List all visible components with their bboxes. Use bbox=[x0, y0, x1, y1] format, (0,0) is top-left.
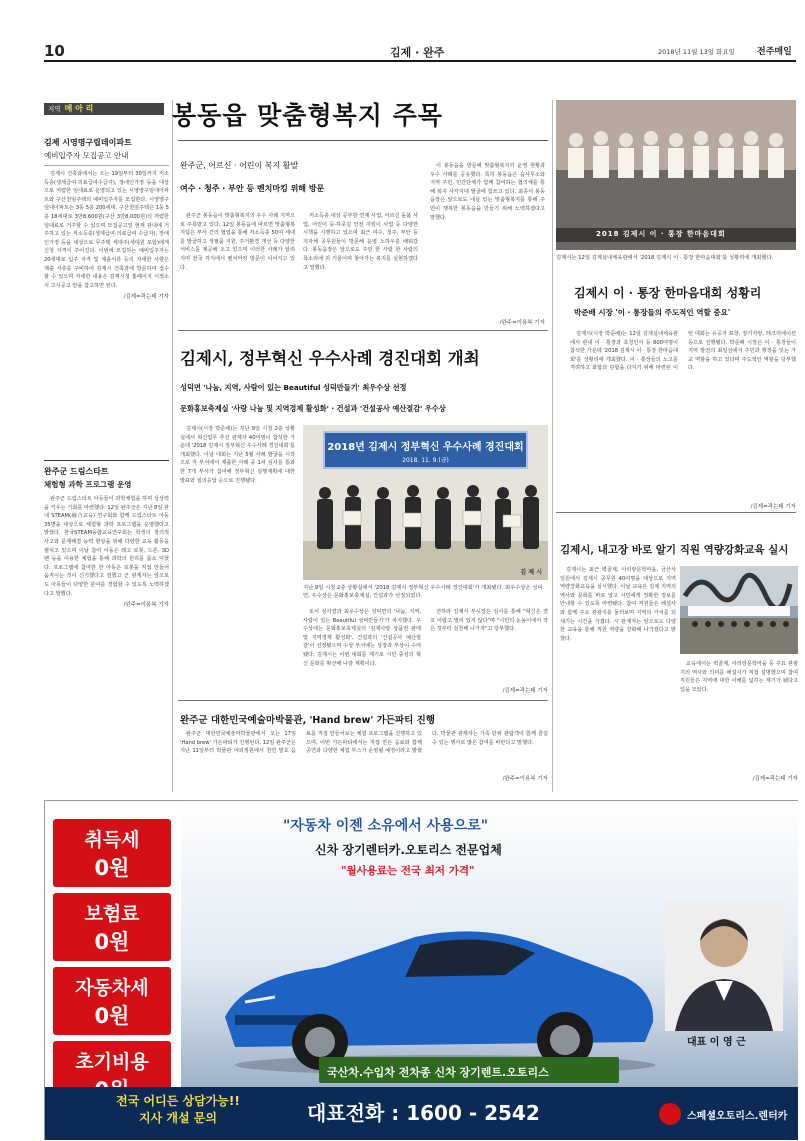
photo-banner-text: 2018 김제시 이 · 통장 한마음대회 bbox=[596, 230, 726, 238]
photo-banner-text: 2018년 김제시 정부혁신 우수사례 경진대회 bbox=[327, 442, 524, 453]
badge-label: 자동차세 bbox=[75, 977, 149, 999]
article-education-col2: 교육에서는 벽골제, 아리랑문학마을 등 주요 관광지의 역사와 의미를 해설사가 직접 설명했으며 참여 직원들은 지역에 대한 이해를 넓히는 계기가 됐다고 입을 모았다. bbox=[680, 661, 798, 693]
subhead-bongdong-1: 완주군, 어르신 · 어린이 복지 활발 bbox=[180, 161, 299, 170]
photo-tongjang-event bbox=[556, 100, 796, 250]
article-apartment bbox=[44, 136, 169, 300]
paragraph: 완주군 봉동읍이 맞춤형복지의 우수 사례 지역으로 주목받고 있다. 12일 봉동읍에 따르면 맞춤형복지팀은 부서 간의 협업을 통해 저소득층 50여 세대를 발굴하고 생필품 지원, 주거환경 개선 등 다양한 서비스를 제공해 오고 있으며 이러한 사례가 알려지며 전국 각지에서 벤치마킹 방문이 이어지고 있다. bbox=[180, 213, 295, 271]
photo-banner bbox=[323, 431, 528, 469]
paragraph: 김제시는 최근 벽골제, 아리랑문학마을, 금산사 일원에서 김제시 공무원 40여명을 대상으로 지역 역량강화교육을 실시했다. 이날 교육은 김제 지역의 역사와 문화를 바로 알고 시민에게 정확한 정보를 안내할 수 있도록 마련됐다. 참여 직원들은 해설사와 함께 주요 관광지를 둘러보며 지역의 가치를 되새기는 시간을 가졌다. 시 관계자는 앞으로도 다양한 교육을 통해 직원 역량을 강화해 나가겠다고 밝혔다. bbox=[560, 567, 676, 642]
paragraph: 김제시(시장 박준배)는 지난 9일 시청 2층 상황실에서 혁신업무 추진 관계자 40여명이 참석한 가운데 '2018 김제시 정부혁신 우수사례 경진대회'를 개최했다. 이날 대회는 지난 5월 사례 발굴을 시작으로 각 부서에서 제출한 사례 중 1차 심사를 통과한 7개 부서가 참여해 정부혁신 실행계획에 대한 발표와 질의응답 순으로 진행됐다. bbox=[180, 426, 295, 484]
article-bongdong-col2 bbox=[303, 212, 418, 272]
ad-slogan: "자동차 이젠 소유에서 사용으로" bbox=[283, 818, 489, 834]
header-rule bbox=[44, 60, 796, 62]
badge-label: 취득세 bbox=[84, 829, 140, 851]
ad-phone[interactable]: 대표전화 : 1600 - 2542 bbox=[307, 1101, 540, 1125]
ad-branch-inquiry bbox=[53, 1093, 303, 1127]
article-education-col1 bbox=[560, 566, 676, 776]
subhead-innovation-2: 문화홍보축제실 '사랑 나눔 및 지역경제 활성화' · 건설과 '건설공사 예산절감' 우수상 bbox=[180, 404, 446, 413]
ceo-photo bbox=[665, 901, 783, 1031]
article-bongdong-col1 bbox=[180, 212, 295, 272]
article-innovation-col3: 전하라 김제시 부시장은 심사를 통해 "혁신은 결코 어렵고 멀리 있지 않다"며 "시민의 눈높이에서 작은 것부터 실천해 나가자"고 당부했다. bbox=[430, 609, 548, 633]
byline: /김제=곽는태 기자 bbox=[502, 688, 548, 694]
paragraph: 김제시 건축과에서는 오는 19일부터 30일까지 저소득층(생계급여·의료급여수급자), 장애인가정 등을 대상으로 저렴한 임대료로 운영되고 있는 시영영구임대아파트와 구산천임주택의 예비입주자를 모집한다. 시영영구임대아파트는 3동 5층 200세대, 구산천임주택은 1동 5층 18세대로 3만8,600원(구산 3만8,000원)의 저렴한 임대료로 거주할 수 있으며 모집공고일 현재 관내에 거주하고 있는 저소득층(생계급여·의료급여 수급자), 장애인가정 등을 대상으로 무주택 세대주(세대원 포함)에게 신청 자격이 주어진다. 이번에 모집하는 예비입주자는 20세대로 입주 자격 및 제출서류 등의 자세한 사항은 제출 서류를 구비하여 김제시 건축과에 방문하여 접수할 수 있으며 자세한 내용은 김제시청 홈페이지 시정소식 고시공고 란을 참고하면 된다. bbox=[44, 171, 169, 289]
byline: /김제=곽는태 기자 bbox=[750, 504, 796, 510]
article-tongjang-body bbox=[570, 330, 796, 498]
byline: /완주=이용복 기자 bbox=[502, 776, 548, 782]
newspaper-name: 전주매일 bbox=[757, 47, 792, 57]
headline-tongjang: 김제시 이 · 통장 한마음대회 성황리 bbox=[574, 286, 762, 300]
headline-innovation: 김제시, 정부혁신 우수사례 경진대회 개최 bbox=[180, 349, 480, 368]
ad-price-line: "월사용료는 전국 최저 가격" bbox=[341, 865, 475, 877]
headline-bongdong: 봉동읍 맞춤형복지 주목 bbox=[172, 101, 443, 130]
badge-label: 보험료 bbox=[84, 903, 140, 925]
person-icon bbox=[665, 901, 783, 1031]
photo-education-group bbox=[680, 566, 798, 654]
column-rule bbox=[172, 100, 173, 792]
article-apartment-title: 김제 시영명구립데이파트 bbox=[44, 138, 132, 147]
byline: /완주=이용복 기자 bbox=[123, 602, 169, 609]
stage-crowd-illustration bbox=[556, 100, 796, 250]
divider bbox=[556, 512, 796, 513]
dragon-statue-illustration bbox=[680, 566, 798, 654]
ad-badge-insurance bbox=[53, 893, 171, 961]
badge-value: 0원 bbox=[94, 856, 130, 880]
badge-value: 0원 bbox=[94, 930, 130, 954]
paragraph: 김제시(시장 박준배)는 12일 김제실내체육관에서 관내 이 · 통장과 초청인사 등 800여명이 참석한 가운데 '2018 김제시 이 · 통장 한마음대회'를 성황리에 개최했다. 이 · 통장들의 노고를 격려하고 화합과 단합을 다지기 위해 마련된 이번 대회는 유공자 표창, 장기자랑, 레크리에이션 등으로 진행됐다. 박준배 시장은 이 · 통장들이 지역 발전의 최일선에서 주민과 행정을 잇는 가교 역할을 하고 있다며 주도적인 역할을 당부했다. bbox=[570, 331, 796, 372]
subhead-innovation-1: 성덕면 '나눔, 지역, 사람이 있는 Beautiful 성덕만들기' 최우수상 선정 bbox=[180, 383, 407, 392]
byline: /김제=곽는태 기자 bbox=[123, 294, 169, 301]
photo-tongjang-caption: 김제시는 12일 김제실내체육관에서 '2018 김제시 이 · 통장 한마음대회'를 성황리에 개최했다. bbox=[556, 255, 774, 261]
article-dreamstart bbox=[44, 465, 169, 608]
subhead-bongdong-2: 여수 · 청주 · 부안 등 벤치마킹 위해 방문 bbox=[180, 184, 325, 193]
photo-innovation-awards bbox=[303, 425, 548, 580]
ad-badge-car-tax bbox=[53, 967, 171, 1035]
local-column-tag bbox=[44, 103, 164, 115]
people-group-illustration bbox=[303, 471, 548, 580]
issue-date: 2018년 11월 13일 화요일 bbox=[658, 48, 735, 56]
article-handbrew-body bbox=[180, 730, 548, 756]
ad-company-line: 신차 장기렌터카.오토리스 전문업체 bbox=[315, 843, 502, 857]
brand-logo-icon bbox=[659, 1103, 681, 1125]
article-dreamstart-title: 완주군 드림스타트 bbox=[44, 467, 109, 476]
ad-badge-acquisition-tax bbox=[53, 819, 171, 887]
page-number: 10 bbox=[44, 42, 65, 60]
subhead-tongjang: 박준배 시장 '이 · 통장들의 주도적인 역할 중요' bbox=[574, 308, 731, 317]
paragraph: 토서 심사결과 최우수상은 성덕면의 '나눔, 지역, 사람이 있는 Beautiful 성덕만들기'가 차지했다. 우수상에는 문화홍보축제실의 '김제사랑 상품권 판매 및 지역경제 활성화', 건설과의 '건설공사 예산절감'이 선정됐으며 수상 부서에는 상장과 부상이 수여됐다. 김제시는 이번 대회를 계기로 시민 중심의 혁신 문화를 확산해 나갈 계획이다. bbox=[303, 609, 421, 667]
divider bbox=[44, 165, 169, 166]
article-dreamstart-subtitle: 체험형 과학 프로그램 운영 bbox=[44, 480, 132, 489]
article-dreamstart-body bbox=[44, 495, 169, 598]
local-tag-big: 메 아 리 bbox=[64, 104, 94, 113]
article-apartment-subtitle: 예비입주자 모집공고 안내 bbox=[44, 151, 129, 160]
ad-brand: 스페셜오토리스.렌터카 bbox=[687, 1111, 788, 1122]
article-bongdong-col3 bbox=[430, 162, 545, 222]
advertisement[interactable] bbox=[44, 800, 798, 1140]
photo-innovation-caption: 지난 9일 시청 2층 상황실에서 '2018 김제시 정부혁신 우수사례 경진대회'가 개최됐다. 최우수상은 성덕면, 우수상은 문화홍보축제실, 건설과가 선정되었다. bbox=[303, 585, 543, 599]
column-rule bbox=[552, 100, 553, 792]
sports-car-icon bbox=[205, 897, 665, 1077]
divider bbox=[44, 460, 169, 461]
ad-ceo-name: 대표 이 영 근 bbox=[687, 1037, 746, 1048]
headline-education: 김제시, 내고장 바로 알기 직원 역량강화교육 실시 bbox=[560, 544, 789, 556]
photo-org-sign: 김 제 시 bbox=[520, 569, 542, 576]
article-innovation-col2 bbox=[303, 608, 421, 668]
divider bbox=[178, 140, 548, 141]
article-innovation-col1 bbox=[180, 425, 295, 485]
divider bbox=[178, 330, 548, 331]
local-tag-small: 지역 bbox=[48, 105, 61, 113]
headline-handbrew: 완주군 대한민국예술마박물관, 'Hand brew' 가든파티 진행 bbox=[180, 715, 435, 726]
ad-branch-line2: 지사 개설 문의 bbox=[139, 1111, 217, 1125]
article-apartment-body bbox=[44, 170, 169, 290]
ad-branch-line1: 전국 어디든 상담가능!! bbox=[116, 1094, 240, 1108]
paragraph: 이 봉동읍을 방문해 맞춤형복지의 운영 현황과 우수 사례를 공유했다. 특히 봉동읍은 읍사무소와 지역 주민, 민간단체가 함께 참여하는 협의체를 통해 복지 사각지대 발굴에 힘쓰고 있다. 최종식 봉동읍장은 앞으로도 내실 있는 맞춤형복지를 통해 주민이 행복한 봉동읍을 만들기 위해 노력하겠다고 말했다. bbox=[430, 163, 545, 221]
badge-value: 0원 bbox=[94, 1004, 130, 1028]
byline: /완주=이용복 기자 bbox=[499, 320, 545, 326]
ad-green-banner-text: 국산차.수입차 전차종 신차 장기렌트.오토리스 bbox=[327, 1066, 549, 1079]
photo-banner-date: 2018. 11. 9.(금) bbox=[402, 457, 449, 464]
section-title: 김제 · 완주 bbox=[390, 46, 445, 59]
paragraph: 완주군 대한민국예술마박물관에서 오는 17일 'Hand brew' 가든파티가 진행된다. 12일 완주군은 지난 11일부터 박물관 야외정원에서 천연 발효 음료를 직접 만들어보는 체험 프로그램을 진행하고 있으며, 이번 가든파티에서는 직접 만든 음료와 함께 공연과 다양한 체험 부스가 운영될 예정이라고 밝혔다. 박물관 관계자는 가족 단위 관람객이 함께 즐길 수 있는 행사로 많은 참여를 바란다고 말했다. bbox=[180, 731, 548, 755]
badge-label: 초기비용 bbox=[75, 1051, 149, 1073]
paragraph: 저소득층 대상 공부방 연계 사업, 어르신 돌봄 사업, 어린이 등·하굣길 안전 지킴이 사업 등 다양한 시책을 시행하고 있으며 최근 여수, 청주, 부안 등 지자체 공무원들이 방문해 운영 노하우를 배워갔다. 봉동읍장은 앞으로도 주민 한 사람 한 사람의 목소리에 귀 기울이며 찾아가는 복지를 실현하겠다고 말했다. bbox=[303, 213, 418, 271]
paragraph: 완주군 드림스타트 아동들이 과학체험을 하며 상상력을 키우는 기회를 마련했다. 12일 완주군은 지난 8일 관내 STEAM(融合교육) 연구회와 함께 드림스타트 아동 35명을 대상으로 체험형 과학 프로그램을 운영했다고 밝혔다. 한국STEAM융합교육연구회는 학생의 창의적 사고와 문제해결 능력 향상을 위해 다양한 교육 활동을 펼치고 있으며 이날 참여 아동은 레고 로봇, 드론, 3D 펜 등을 이용한 체험을 통해 과학의 원리를 몸소 익혔다. 프로그램에 참여한 한 아동은 로봇을 직접 만들어 움직이는 것이 신기했다고 전했고 군 관계자는 앞으로도 아동들이 다양한 분야를 경험할 수 있도록 노력하겠다고 말했다. bbox=[44, 496, 169, 597]
byline: /김제=곽는태 기자 bbox=[752, 776, 798, 782]
divider bbox=[178, 700, 548, 701]
